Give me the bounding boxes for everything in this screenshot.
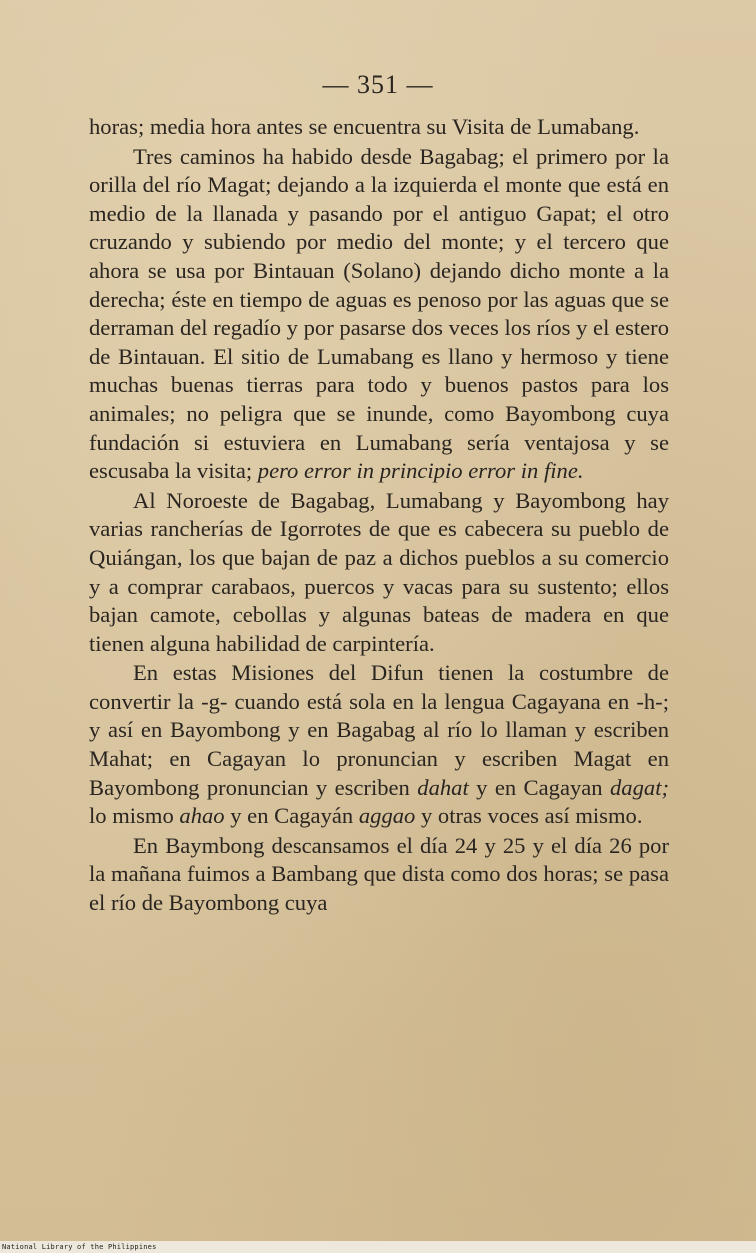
italic-text-run: ahao [179, 803, 225, 829]
body-text [89, 113, 669, 918]
paragraph [89, 113, 669, 142]
text-run: En Baymbong descansamos el día 24 y 25 y el día 26 por la mañana fuimos a Bambang que dista como dos horas; se pasa el río de Bayombong cuya [89, 832, 669, 916]
italic-text-run: dagat; [610, 774, 669, 800]
text-run: horas; media hora antes se encuentra su Visita de Lumabang. [89, 114, 640, 139]
page-number: — 351 — [322, 70, 434, 99]
text-run: y otras voces así mismo. [415, 803, 643, 829]
library-credit: National Library of the Philippines [2, 1243, 157, 1251]
text-run: lo mismo [89, 803, 180, 829]
text-run: En estas Misiones del Difun tienen la costumbre de convertir la -g- cuando está sola en la lengua Cagayana en -h-; y así en Bayombong y en Bagabag al río lo llaman y escriben Mahat; en Cagayan lo pronuncian y escriben Magat en Bayombong pronuncian y escriben [89, 660, 669, 800]
paragraph [89, 143, 669, 486]
italic-text-run: aggao [358, 803, 416, 829]
text-run: y en Cagayan [468, 774, 610, 800]
paragraph [89, 832, 669, 918]
italic-text-run: pero error in principio error in fine. [257, 458, 584, 484]
paragraph [89, 659, 669, 831]
italic-text-run: dahat [417, 774, 469, 800]
paragraph [89, 487, 669, 659]
text-run: Al Noroeste de Bagabag, Lumabang y Bayombong hay varias rancherías de Igorrotes de que es cabecera su pueblo de Quiángan, los que bajan de paz a dichos pueblos a su comercio y a comprar carabaos, puercos y vacas para su sustento; ellos bajan camote, cebollas y algunas bateas de madera en que tienen alguna habilidad de carpintería. [89, 487, 669, 656]
text-run: y en Cagayán [224, 803, 359, 829]
text-run: Tres caminos ha habido desde Bagabag; el primero por la orilla del río Magat; dejando a la izquierda el monte que está en medio de la llanada y pasando por el antiguo Gapat; el otro cruzando y subiendo por medio del monte; y el tercero que ahora se usa por Bintauan (Solano) dejando dicho monte a la derecha; éste en tiempo de aguas es penoso por las aguas que se derraman del regadío y por pasarse dos veces los ríos y el estero de Bintauan. El sitio de Lumabang es llano y hermoso y tiene muchas buenas tierras para todo y buenos pastos para los animales; no peligra que se inunde, como Bayombong cuya fundación si estuviera en Lumabang sería ventajosa y se escusaba la visita; [89, 143, 669, 484]
